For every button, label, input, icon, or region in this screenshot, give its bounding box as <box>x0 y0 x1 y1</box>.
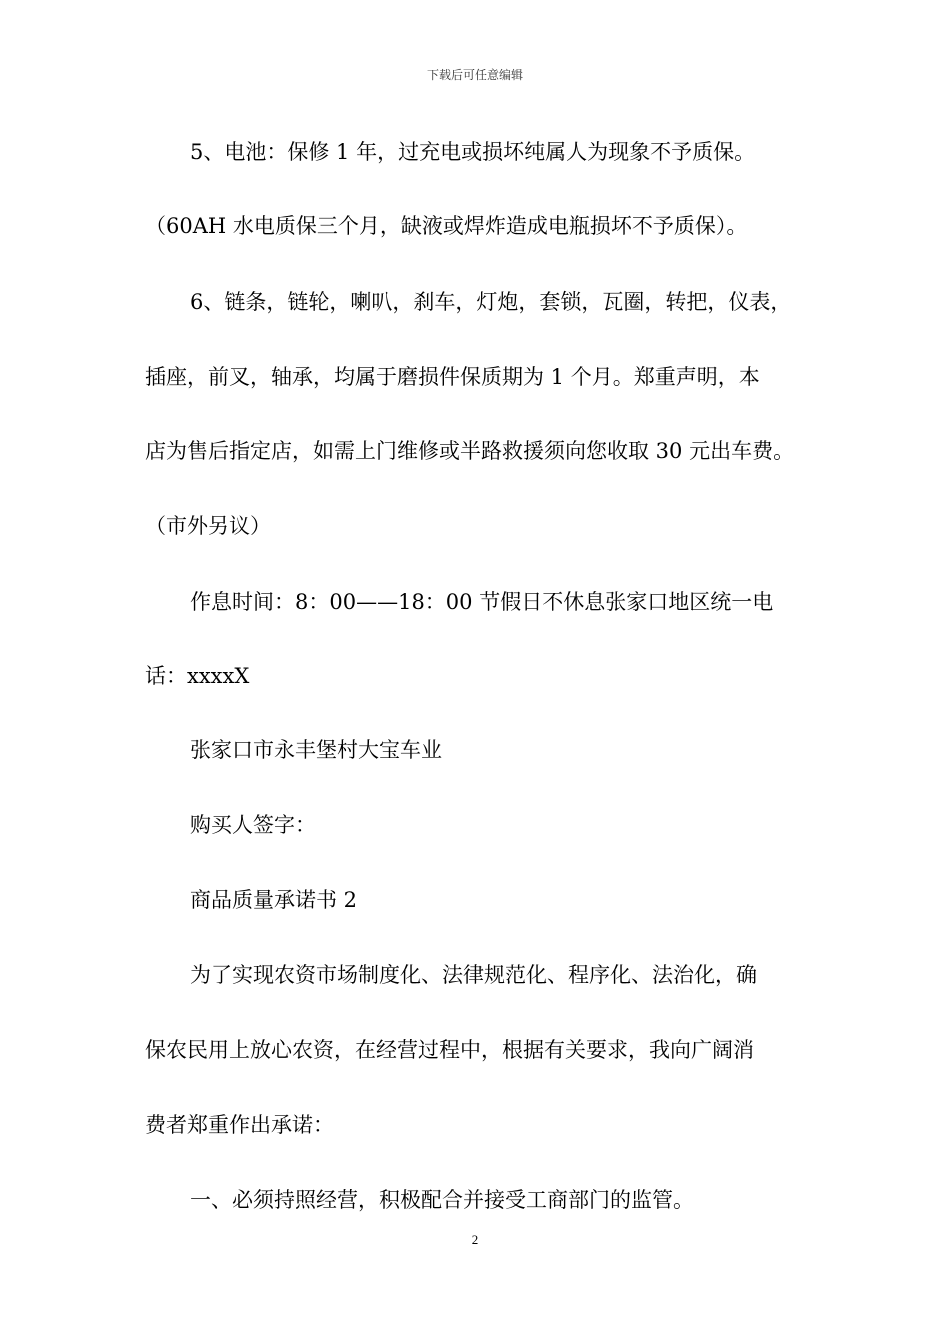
paragraph-line: （60AH 水电质保三个月，缺液或焊炸造成电瓶损坏不予质保）。 <box>145 214 748 238</box>
paragraph-line: 插座，前叉，轴承，均属于磨损件保质期为 1 个月。郑重声明，本 <box>145 365 760 389</box>
paragraph-line: 作息时间：8：00——18：00 节假日不休息张家口地区统一电 <box>190 590 774 614</box>
paragraph-line: （市外另议） <box>145 514 271 538</box>
page-number: 2 <box>471 1232 479 1247</box>
page-header: 下载后可任意编辑 <box>426 68 523 82</box>
paragraph-line: 5、电池：保修 1 年，过充电或损坏纯属人为现象不予质保。 <box>190 140 756 164</box>
paragraph-line: 话：xxxxX <box>145 664 250 688</box>
paragraph-line: 店为售后指定店，如需上门维修或半路救援须向您收取 30 元出车费。 <box>145 439 795 463</box>
paragraph-line: 购买人签字： <box>190 813 316 837</box>
section-title: 商品质量承诺书 2 <box>190 888 358 912</box>
paragraph-line: 张家口市永丰堡村大宝车业 <box>190 738 442 762</box>
paragraph-line: 一、必须持照经营，积极配合并接受工商部门的监管。 <box>190 1188 694 1212</box>
paragraph-line: 费者郑重作出承诺： <box>145 1113 334 1137</box>
paragraph-line: 为了实现农资市场制度化、法律规范化、程序化、法治化，确 <box>190 963 757 987</box>
paragraph-line: 保农民用上放心农资，在经营过程中，根据有关要求，我向广阔消 <box>145 1038 754 1062</box>
paragraph-line: 6、链条，链轮，喇叭，刹车，灯炮，套锁，瓦圈，转把，仪表， <box>190 290 792 314</box>
